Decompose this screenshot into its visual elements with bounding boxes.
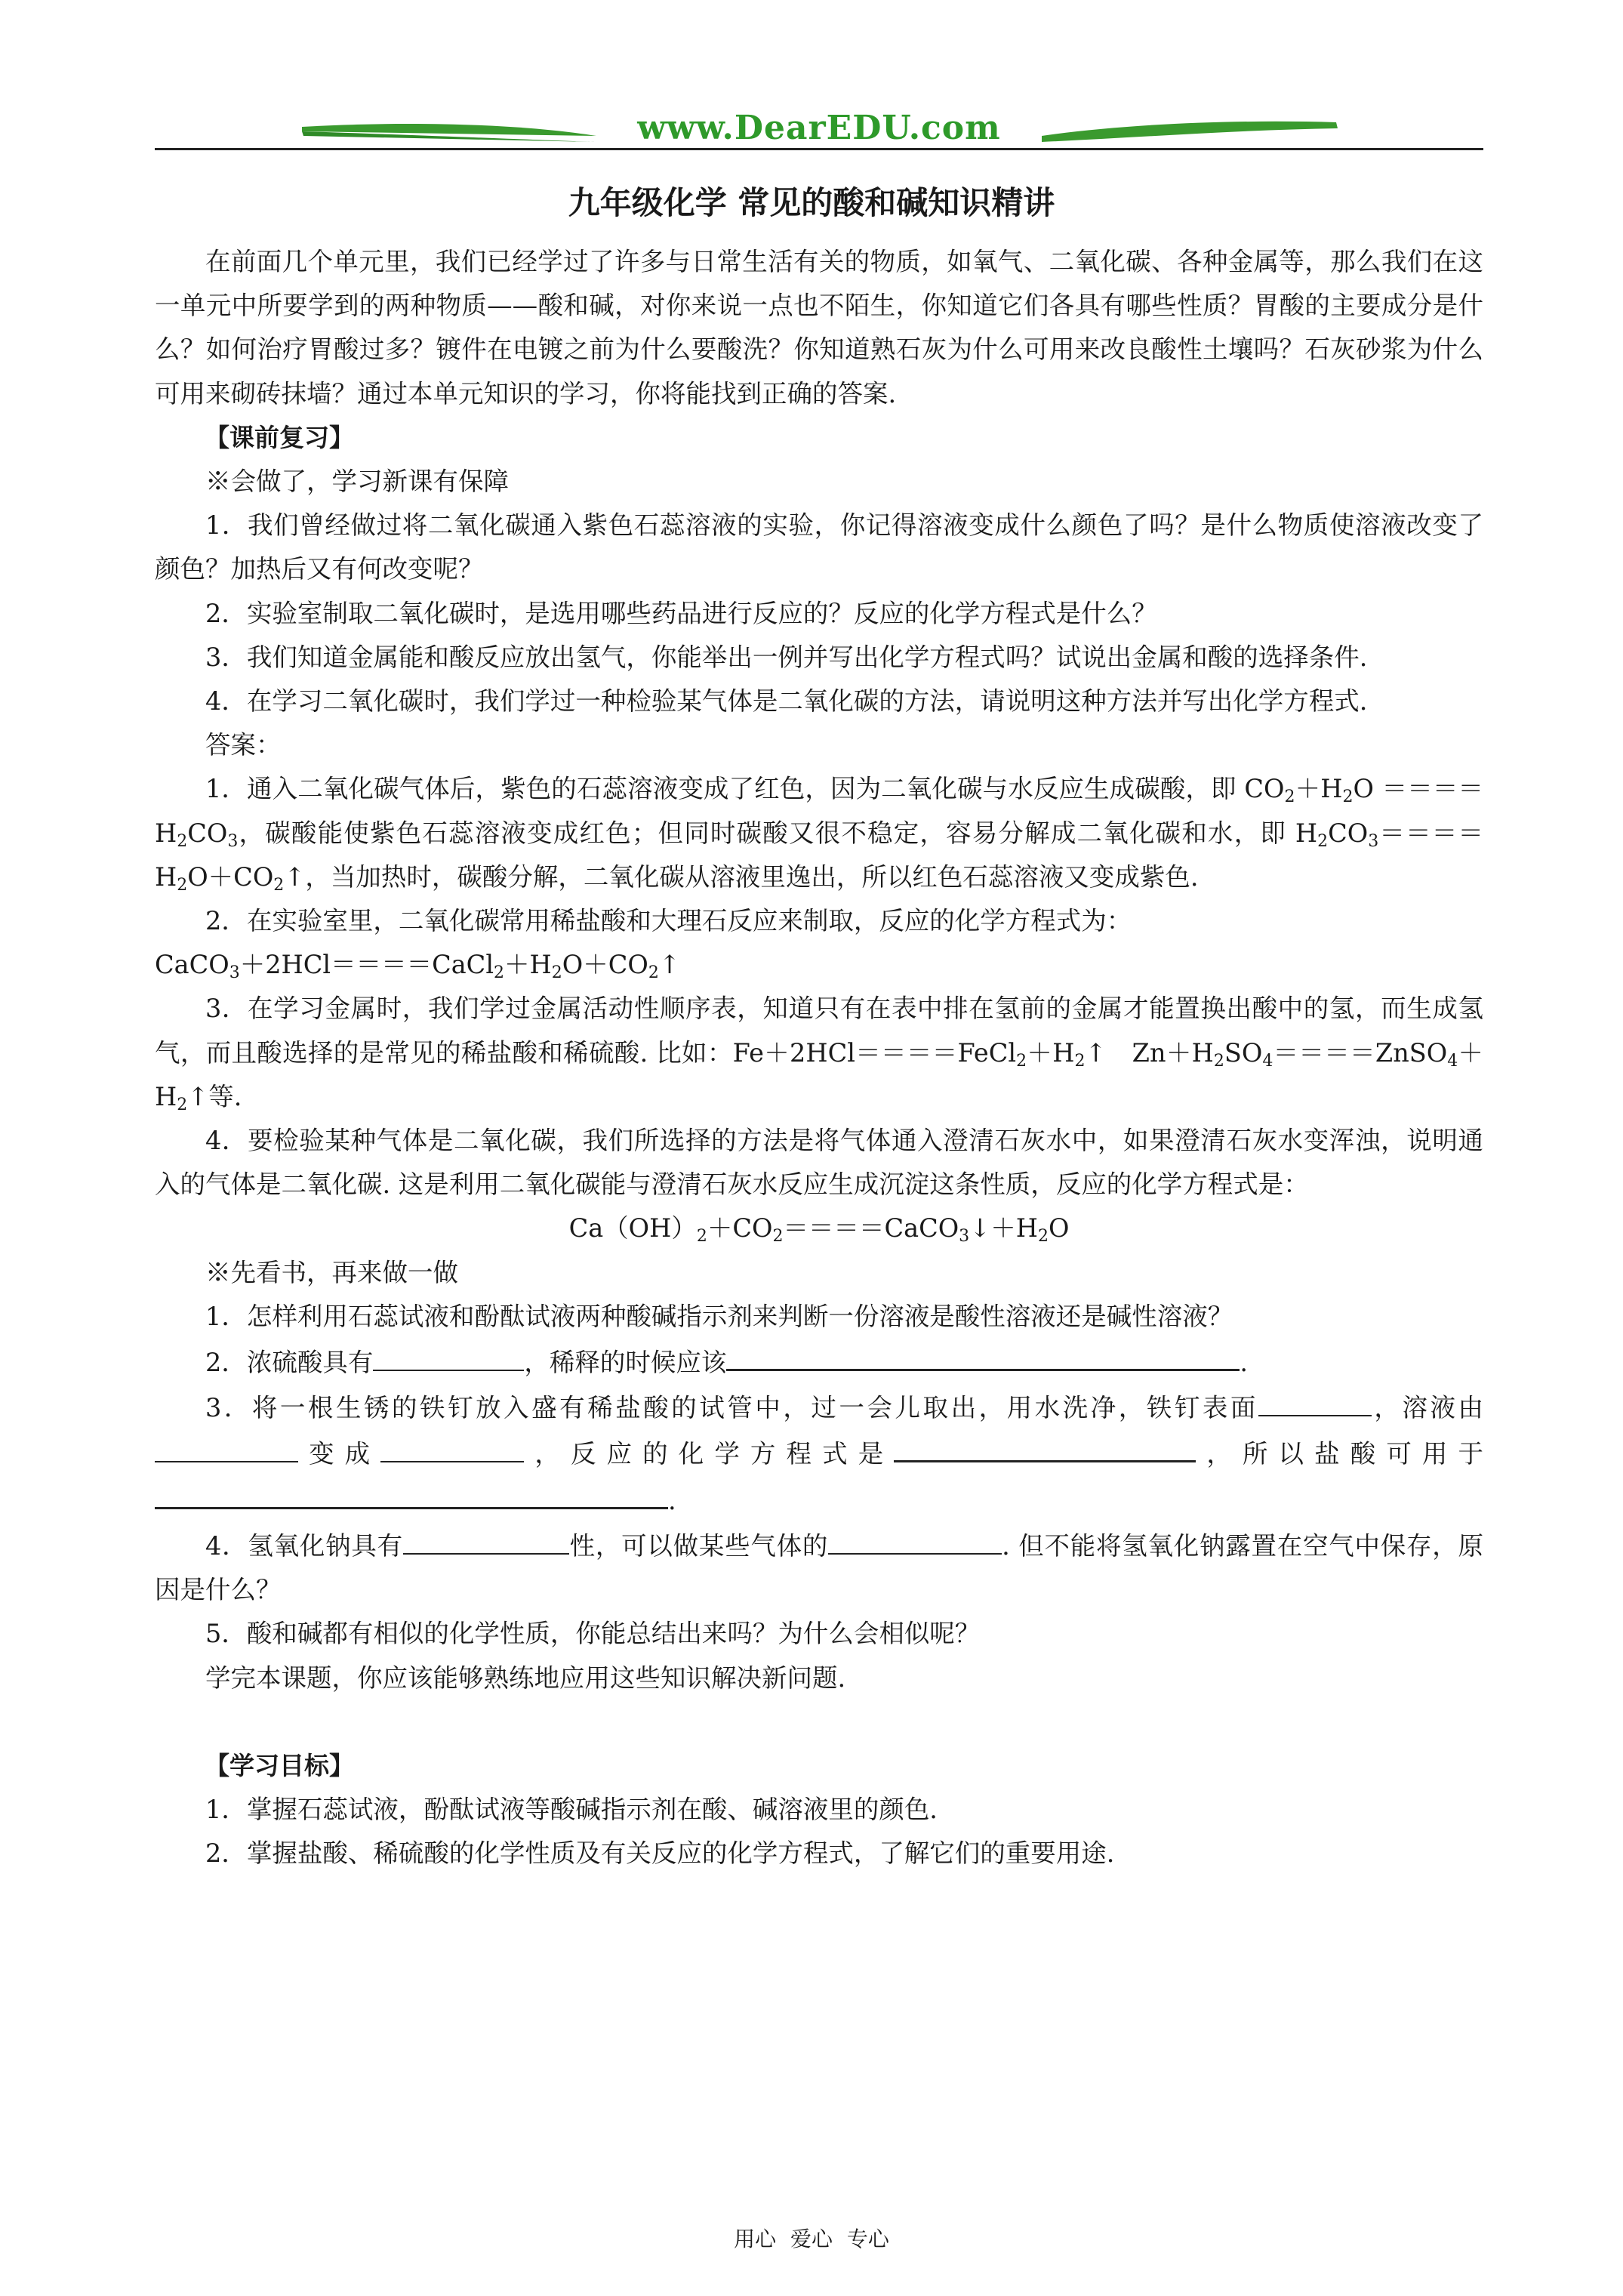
answer-2-equation: $CaCO_3+2HCl====CaCl_2+H_2O+CO_2↑$: [155, 950, 680, 983]
preview-note: ※先看书，再来做一做: [205, 1257, 458, 1287]
objective-1: 1．掌握石蕊试液，酚酞试液等酸碱指示剂在酸、碱溶液里的颜色.: [205, 1794, 938, 1824]
objectives-heading: 【学习目标】: [205, 1750, 354, 1780]
preview-question-4: 4．氢氧化钠具有 性，可以做某些气体的 . 但不能将氢氧化钠露置在空气中保存，原因是什么？: [155, 1523, 1483, 1612]
review-question-2: 2．实验室制取二氧化碳时，是选用哪些药品进行反应的？反应的化学方程式是什么？: [205, 598, 1157, 628]
header-divider: [155, 148, 1483, 150]
review-question-3: 3．我们知道金属能和酸反应放出氢气，你能举出一例并写出化学方程式吗？试说出金属和酸的选择条件.: [205, 642, 1368, 672]
review-question-4: 4．在学习二氧化碳时，我们学过一种检验某气体是二氧化碳的方法，请说明这种方法并写出化学方程式.: [205, 686, 1368, 717]
answer-2: 2．在实验室里，二氧化碳常用稀盐酸和大理石反应来制取，反应的化学方程式为：: [205, 906, 1132, 936]
section-gap: [155, 1700, 1483, 1744]
preview-question-3: 3．将一根生锈的铁钉放入盛有稀盐酸的试管中，过一会儿取出，用水洗净，铁钉表面 ，溶液由变成 ，反应的化学方程式是 ，所以盐酸可用于.: [155, 1385, 1483, 1523]
fill-blank[interactable]: [1258, 1385, 1372, 1416]
fill-blank[interactable]: [894, 1430, 1196, 1462]
fill-blank[interactable]: [380, 1431, 524, 1462]
review-note: ※会做了，学习新课有保障: [205, 467, 509, 497]
preview-question-5: 5．酸和碱都有相似的化学性质，你能总结出来吗？为什么会相似呢？: [205, 1619, 981, 1649]
answer-4: 4．要检验某种气体是二氧化碳，我们所选择的方法是将气体通入澄清石灰水中，如果澄清石灰水变浑浊，说明通入的气体是二氧化碳. 这是利用二氧化碳能与澄清石灰水反应生成沉淀这条性质，反应的化学方程式是：: [155, 1126, 1483, 1200]
answer-1: 1．通入二氧化碳气体后，紫色的石蕊溶液变成了红色，因为二氧化碳与水反应生成碳酸，即 $CO_2+H_2O ====H_2CO_3$，碳酸能使紫色石蕊溶液变成红色；但同时碳酸又很不稳定，容易分解成二氧化碳和水，即 $H_2CO_3====H_2O+CO_2↑$，当加热时，碳酸分解，二氧化碳从溶液里逸出，所以红色石蕊溶液又变成紫色.: [155, 774, 1483, 895]
preview-question-1: 1．怎样利用石蕊试液和酚酞试液两种酸碱指示剂来判断一份溶液是酸性溶液还是碱性溶液？: [205, 1301, 1233, 1331]
document-body: [155, 240, 1483, 1875]
fill-blank[interactable]: [155, 1431, 298, 1462]
logo-text: www.DearEDU.com: [637, 109, 1001, 147]
fill-blank[interactable]: [403, 1523, 569, 1555]
intro-paragraph: 在前面几个单元里，我们已经学过了许多与日常生活有关的物质，如氧气、二氧化碳、各种金属等，那么我们在这一单元中所要学到的两种物质——酸和碱，对你来说一点也不陌生，你知道它们各具有哪些性质？胃酸的主要成分是什么？如何治疗胃酸过多？镀件在电镀之前为什么要酸洗？你知道熟石灰为什么可用来改良酸性土壤吗？石灰砂浆为什么可用来砌砖抹墙？通过本单元知识的学习，你将能找到正确的答案.: [155, 247, 1483, 408]
header-logo: [294, 106, 1344, 159]
fill-blank[interactable]: [155, 1477, 668, 1509]
review-question-1: 1．我们曾经做过将二氧化碳通入紫色石蕊溶液的实验，你记得溶液变成什么颜色了吗？是什么物质使溶液改变了颜色？加热后又有何改变呢？: [155, 510, 1483, 584]
document-title: 九年级化学 常见的酸和碱知识精讲: [568, 184, 1055, 221]
answer-4-equation: $Ca(OH)_2+CO_2====CaCO_3↓+H_2O$: [568, 1213, 1070, 1247]
answer-3: 3．在学习金属时，我们学过金属活动性顺序表，知道只有在表中排在氢前的金属才能置换出酸中的氢，而生成氢气，而且酸选择的是常见的稀盐酸和稀硫酸. 比如：$Fe+2HCl====FeCl_2+H_2↑$ $Zn+H_2SO_4====ZnSO_4+H_2↑$等.: [155, 994, 1484, 1114]
preview-question-2: 2．浓硫酸具有 ，稀释的时候应该 .: [155, 1339, 1483, 1385]
fill-blank[interactable]: [373, 1339, 524, 1371]
answer-label: 答案：: [205, 730, 282, 760]
fill-blank[interactable]: [726, 1339, 1240, 1371]
page-footer: 用心 爱心 专心: [734, 2227, 889, 2251]
objective-2: 2．掌握盐酸、稀硫酸的化学性质及有关反应的化学方程式，了解它们的重要用途.: [205, 1838, 1115, 1869]
preview-closing: 学完本课题，你应该能够熟练地应用这些知识解决新问题.: [205, 1663, 846, 1693]
fill-blank[interactable]: [828, 1523, 1002, 1555]
review-heading: 【课前复习】: [205, 422, 354, 452]
